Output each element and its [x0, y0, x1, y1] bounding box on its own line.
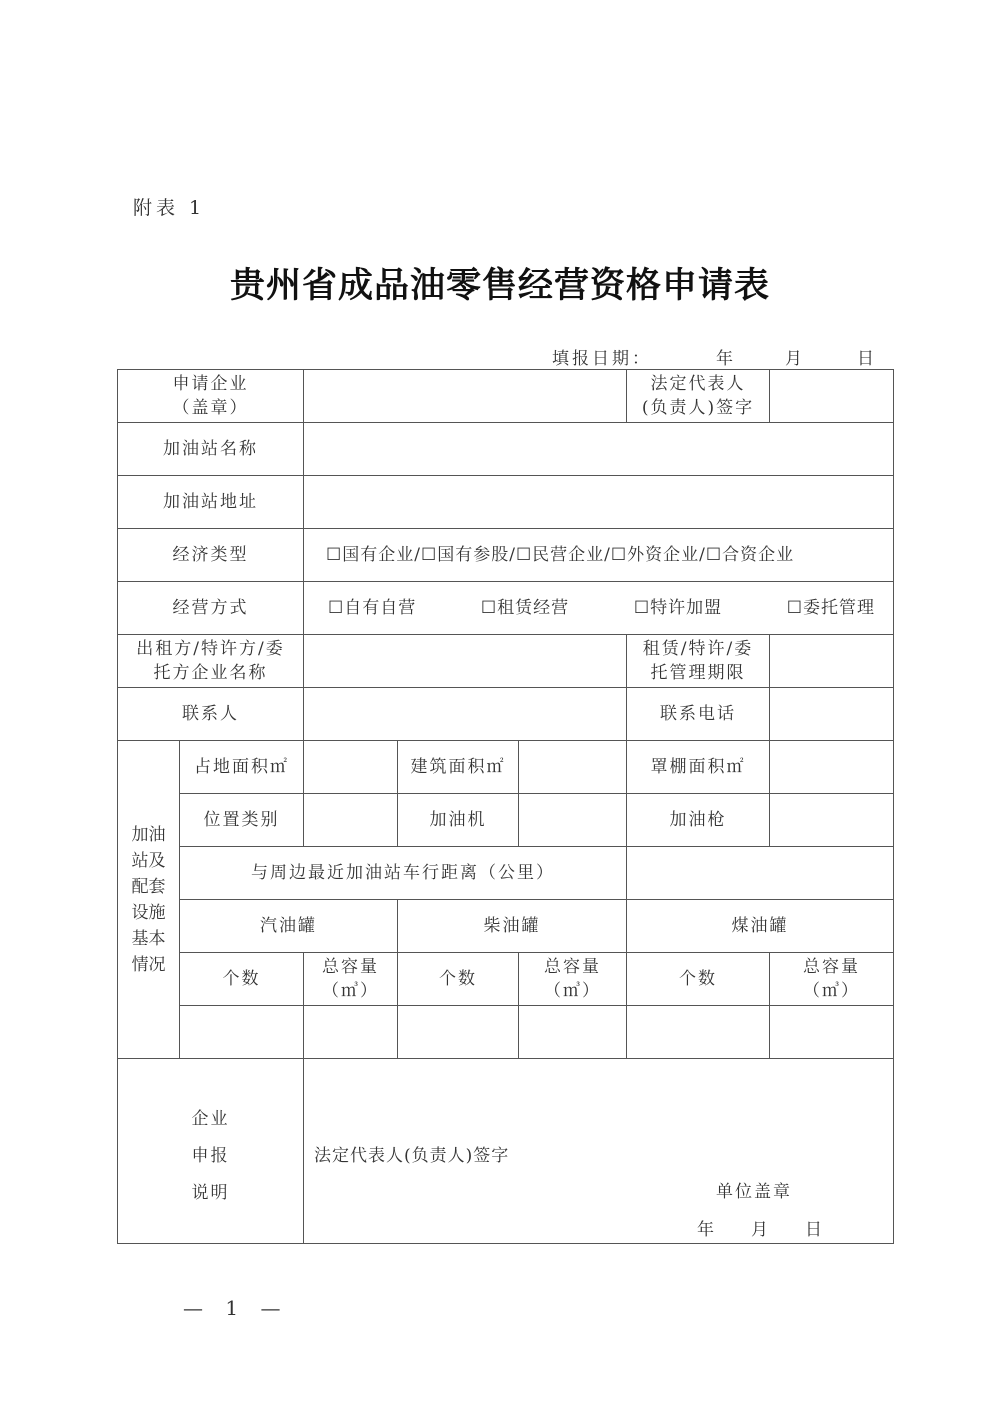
annex-label: 附表 1 [133, 197, 206, 219]
lessor-name-label: 出租方/特许方/委托方企业名称 [118, 635, 304, 688]
fill-date-year: 年 [716, 349, 736, 369]
lease-term-field[interactable] [770, 635, 894, 688]
gasoline-capacity-label: 总容量 （㎥） [304, 953, 398, 1006]
diesel-count-field[interactable] [398, 1006, 519, 1059]
gasoline-tank-label: 汽油罐 [180, 900, 398, 953]
location-type-field[interactable] [304, 794, 398, 847]
econ-option-private[interactable]: ☐民营企业/ [515, 545, 611, 565]
canopy-area-field[interactable] [770, 741, 894, 794]
dispensers-field[interactable] [519, 794, 627, 847]
diesel-capacity-field[interactable] [519, 1006, 627, 1059]
applicant-field[interactable] [304, 370, 627, 423]
station-name-field[interactable] [304, 423, 894, 476]
contact-label: 联系人 [118, 688, 304, 741]
facility-section-label: 加油站及配套设施基本情况 [118, 741, 180, 1059]
land-area-label: 占地面积㎡ [180, 741, 304, 794]
page-number: — 1 — [183, 1296, 289, 1320]
applicant-label: 申请企业 （盖章） [118, 370, 304, 423]
declaration-signature-label: 法定代表人(负责人)签字 [314, 1145, 510, 1166]
econ-type-label: 经济类型 [118, 529, 304, 582]
nozzles-field[interactable] [770, 794, 894, 847]
kerosene-count-field[interactable] [627, 1006, 770, 1059]
station-address-label: 加油站地址 [118, 476, 304, 529]
kerosene-capacity-label: 总容量 （㎥） [770, 953, 894, 1006]
dispensers-label: 加油机 [398, 794, 519, 847]
kerosene-count-label: 个数 [627, 953, 770, 1006]
econ-option-state-owned[interactable]: ☐国有企业/ [326, 545, 421, 565]
kerosene-tank-label: 煤油罐 [627, 900, 894, 953]
biz-mode-options [304, 582, 894, 635]
gasoline-count-field[interactable] [180, 1006, 304, 1059]
declaration-field[interactable] [304, 1059, 894, 1244]
land-area-field[interactable] [304, 741, 398, 794]
building-area-label: 建筑面积㎡ [398, 741, 519, 794]
legal-rep-label: 法定代表人 (负责人)签字 [627, 370, 770, 423]
econ-type-options [304, 529, 894, 582]
nozzles-label: 加油枪 [627, 794, 770, 847]
declaration-seal-label: 单位盖章 [716, 1181, 792, 1202]
canopy-area-label: 罩棚面积㎡ [627, 741, 770, 794]
fill-date-day: 日 [857, 349, 877, 369]
application-form [117, 369, 894, 1244]
location-type-label: 位置类别 [180, 794, 304, 847]
gasoline-capacity-field[interactable] [304, 1006, 398, 1059]
contact-field[interactable] [304, 688, 627, 741]
declaration-date: 年 月 日 [697, 1219, 824, 1240]
station-address-field[interactable] [304, 476, 894, 529]
kerosene-capacity-field[interactable] [770, 1006, 894, 1059]
lessor-name-field[interactable] [304, 635, 627, 688]
phone-field[interactable] [770, 688, 894, 741]
nearest-distance-field[interactable] [627, 847, 894, 900]
biz-option-franchise[interactable]: ☐特许加盟 [633, 598, 723, 618]
biz-option-leased[interactable]: ☐租赁经营 [480, 598, 570, 618]
declaration-label: 企业 申报 说明 [118, 1059, 304, 1244]
nearest-distance-label: 与周边最近加油站车行距离（公里） [180, 847, 627, 900]
econ-option-state-holding[interactable]: ☐国有参股/ [420, 545, 516, 565]
fill-date-month: 月 [785, 349, 805, 369]
lease-term-label: 租赁/特许/委托管理期限 [627, 635, 770, 688]
building-area-field[interactable] [519, 741, 627, 794]
form-title: 贵州省成品油零售经营资格申请表 [229, 265, 770, 306]
station-name-label: 加油站名称 [118, 423, 304, 476]
diesel-count-label: 个数 [398, 953, 519, 1006]
biz-option-self-operated[interactable]: ☐自有自营 [328, 598, 417, 618]
econ-option-joint-venture[interactable]: ☐合资企业 [705, 545, 795, 565]
diesel-capacity-label: 总容量 （㎥） [519, 953, 627, 1006]
econ-option-foreign[interactable]: ☐外资企业/ [610, 545, 706, 565]
legal-rep-signature-field[interactable] [770, 370, 894, 423]
biz-option-entrusted[interactable]: ☐委托管理 [786, 598, 876, 618]
phone-label: 联系电话 [627, 688, 770, 741]
diesel-tank-label: 柴油罐 [398, 900, 627, 953]
biz-mode-label: 经营方式 [118, 582, 304, 635]
fill-date-label: 填报日期： [552, 349, 652, 369]
gasoline-count-label: 个数 [180, 953, 304, 1006]
